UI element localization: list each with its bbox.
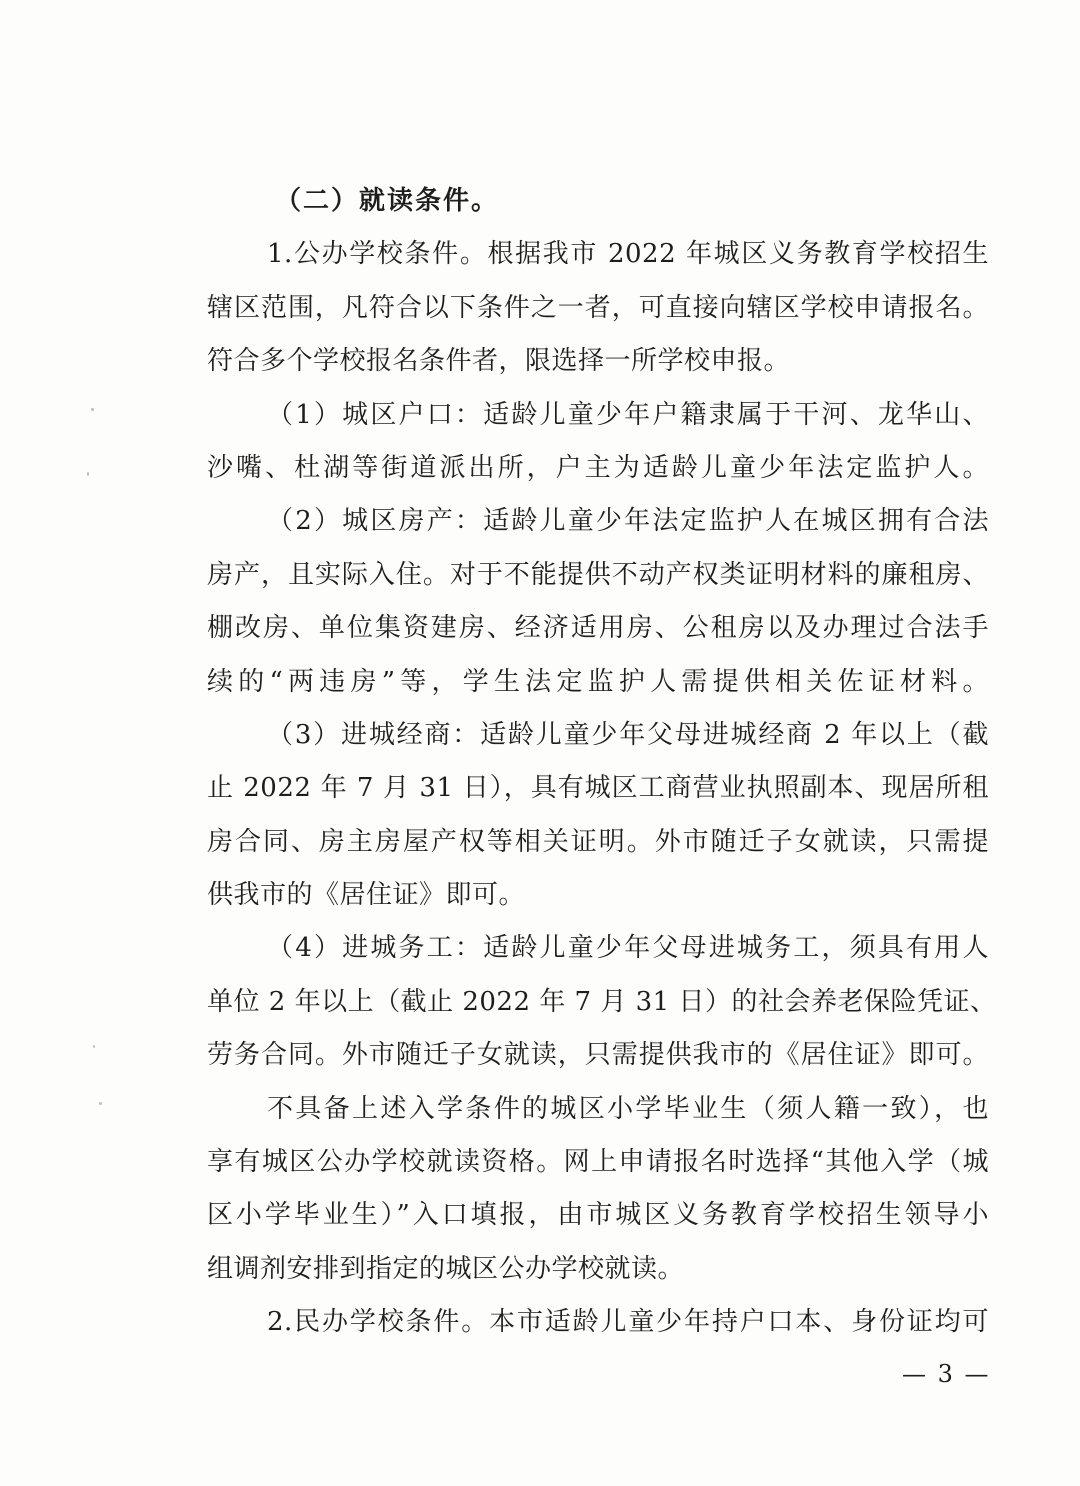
scan-speck	[99, 1102, 102, 1105]
paragraph-line: （1）城区户口：适龄儿童少年户籍隶属于干河、龙华山、	[267, 399, 989, 430]
paragraph-line: 2.民办学校条件。本市适龄儿童少年持户口本、身份证均可	[267, 1307, 989, 1338]
paragraph-line: 沙嘴、杜湖等街道派出所，户主为适龄儿童少年法定监护人。	[207, 452, 989, 483]
paragraph-line: 享有城区公办学校就读资格。网上申请报名时选择“其他入学（城	[207, 1147, 989, 1178]
scan-speck	[87, 472, 89, 476]
scan-speck	[93, 1045, 95, 1048]
paragraph-line: 劳务合同。外市随迁子女就读，只需提供我市的《居住证》即可。	[207, 1040, 989, 1071]
paragraph-line: 续的“两违房”等，学生法定监护人需提供相关佐证材料。	[207, 666, 989, 697]
paragraph-line: （4）进城务工：适龄儿童少年父母进城务工，须具有用人	[267, 933, 989, 964]
paragraph-line: 房产，且实际入住。对于不能提供不动产权类证明材料的廉租房、	[207, 559, 989, 590]
paragraph-line: 单位 2 年以上（截止 2022 年 7 月 31 日）的社会养老保险凭证、	[207, 986, 997, 1017]
paragraph-line: 供我市的《居住证》即可。	[207, 880, 526, 911]
paragraph-line: 不具备上述入学条件的城区小学毕业生（须人籍一致），也	[267, 1093, 989, 1124]
paragraph-line: 1.公办学校条件。根据我市 2022 年城区义务教育学校招生	[267, 239, 989, 270]
paragraph-line: （3）进城经商：适龄儿童少年父母进城经商 2 年以上（截	[267, 719, 989, 750]
paragraph-line: 区小学毕业生）”入口填报，由市城区义务教育学校招生领导小	[207, 1200, 989, 1231]
paragraph-line: （2）城区房产：适龄儿童少年法定监护人在城区拥有合法	[267, 506, 989, 537]
paragraph-line: 辖区范围，凡符合以下条件之一者，可直接向辖区学校申请报名。	[207, 292, 989, 323]
paragraph-line: 组调剂安排到指定的城区公办学校就读。	[207, 1253, 685, 1284]
paragraph-line: 符合多个学校报名条件者，限选择一所学校申报。	[207, 346, 791, 377]
section-heading: （二）就读条件。	[275, 186, 500, 216]
paragraph-line: 棚改房、单位集资建房、经济适用房、公租房以及办理过合法手	[207, 613, 989, 644]
scan-speck	[91, 408, 94, 411]
paragraph-line: 止 2022 年 7 月 31 日），具有城区工商营业执照副本、现居所租	[207, 773, 989, 804]
page-number: — 3 —	[902, 1360, 991, 1388]
paragraph-line: 房合同、房主房屋产权等相关证明。外市随迁子女就读，只需提	[207, 826, 989, 857]
body-text	[207, 175, 997, 1350]
